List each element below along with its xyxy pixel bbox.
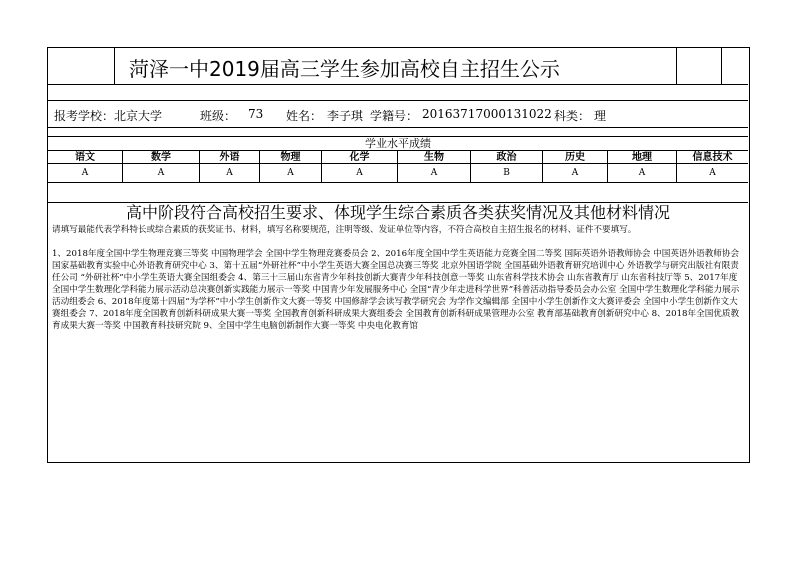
id-label: 学籍号： — [370, 109, 419, 123]
subject-cell: 语文 — [48, 151, 123, 163]
grade-cell: B — [471, 164, 543, 182]
grade-cell: A — [260, 164, 322, 182]
subjects-row — [48, 151, 748, 164]
title-row — [48, 48, 748, 85]
name-value: 李子琪 — [327, 109, 364, 123]
subject-cell: 信息技术 — [692, 152, 733, 163]
title-blank-cell — [677, 48, 722, 85]
awards-body: 1、2018年度全国中学生物理竞赛三等奖 中国物理学会 全国中学生物理竞赛委员会 2、2016年度全国中学生英语能力竞赛全国二等奖 国际英语外语教师协会 中国英语外语教师协会 国家基础教育实验中心外语教育研究中心 3、第十五届“外研社杯”中小学生英语大赛全国总决赛三等奖 北京外国语学院 全国基础外语教育研究培训中心 外语教学与研究出版社有限责任公司 “外研社杯”中小学生英语大赛全国组委会 4、第三十三届山东省青少年科技创新大赛青少年科技创意一等奖 山东省科学技术协会 山东省教育厅 山东省科技厅等 5、2017年度全国中学生数理化学科能力展示活动总决赛创新实践能力展示一等奖 中国青少年发展服务中心 全国“青少年走进科学世界”科普活动指导委员会办公室 全国中学生数理化学科能力展示活动组委会 6、2018年度第十四届“为学杯”中小学生创新作文大赛一等奖 中国修辞学会读写教学研究会 为学作文编辑部 全国中小学生创新作文大赛评委会 全国中小学生创新作文大赛组委会 7、2018年度全国教育创新科研成果大赛一等奖 全国教育创新科研成果大赛组委会 全国教育创新科研成果管理办公室 教育部基础教育创新研究中心 8、2018年全国优质教育成果大赛一等奖 中国教育科技研究院 9、全国中学生电脑创新制作大赛一等奖 中央电化教育馆 — [52, 249, 740, 331]
track-label: 科类： — [554, 109, 591, 123]
blank-row — [48, 85, 748, 101]
blank-row — [48, 128, 748, 137]
scores-title: 学业水平成绩 — [48, 137, 748, 151]
grade-cell: A — [543, 164, 608, 182]
awards-title: 高中阶段符合高校招生要求、体现学生综合素质各类获奖情况及其他材料情况 — [125, 203, 670, 222]
school-value: 北京大学 — [114, 109, 163, 123]
title-box — [114, 48, 677, 85]
subject-cell: 历史 — [543, 151, 608, 163]
subject-cell: 数学 — [123, 151, 200, 163]
grade-cell: A — [48, 164, 123, 182]
name-label: 姓名： — [286, 109, 323, 123]
class-value: 73 — [248, 107, 264, 121]
grade-cell: A — [709, 168, 716, 178]
subject-cell: 物理 — [260, 151, 322, 163]
grades-row — [48, 164, 748, 183]
grade-cell: A — [200, 164, 260, 182]
subject-cell: 生物 — [398, 151, 471, 163]
page-title: 菏泽一中2019届高三学生参加高校自主招生公示 — [129, 57, 560, 81]
school-label: 报考学校： — [54, 109, 115, 123]
form-sheet — [47, 47, 750, 463]
grade-cell: A — [123, 164, 200, 182]
student-info-row — [48, 101, 748, 128]
subject-cell: 政治 — [471, 151, 543, 163]
blank-row — [48, 183, 748, 203]
grade-cell: A — [398, 164, 471, 182]
subject-cell: 外语 — [200, 151, 260, 163]
awards-instructions: 请填写最能代表学科特长或综合素质的获奖证书、材料，填写名称要规范，注明等级、发证单位等内容，不符合高校自主招生报名的材料、证件不要填写。 — [52, 225, 637, 235]
id-value: 20163717000131022 — [422, 107, 552, 121]
subject-cell: 地理 — [608, 151, 677, 163]
subject-cell: 化学 — [322, 151, 398, 163]
grade-cell: A — [322, 164, 398, 182]
class-label: 班级： — [200, 109, 237, 123]
track-value: 理 — [594, 109, 607, 123]
grade-cell: A — [608, 164, 677, 182]
